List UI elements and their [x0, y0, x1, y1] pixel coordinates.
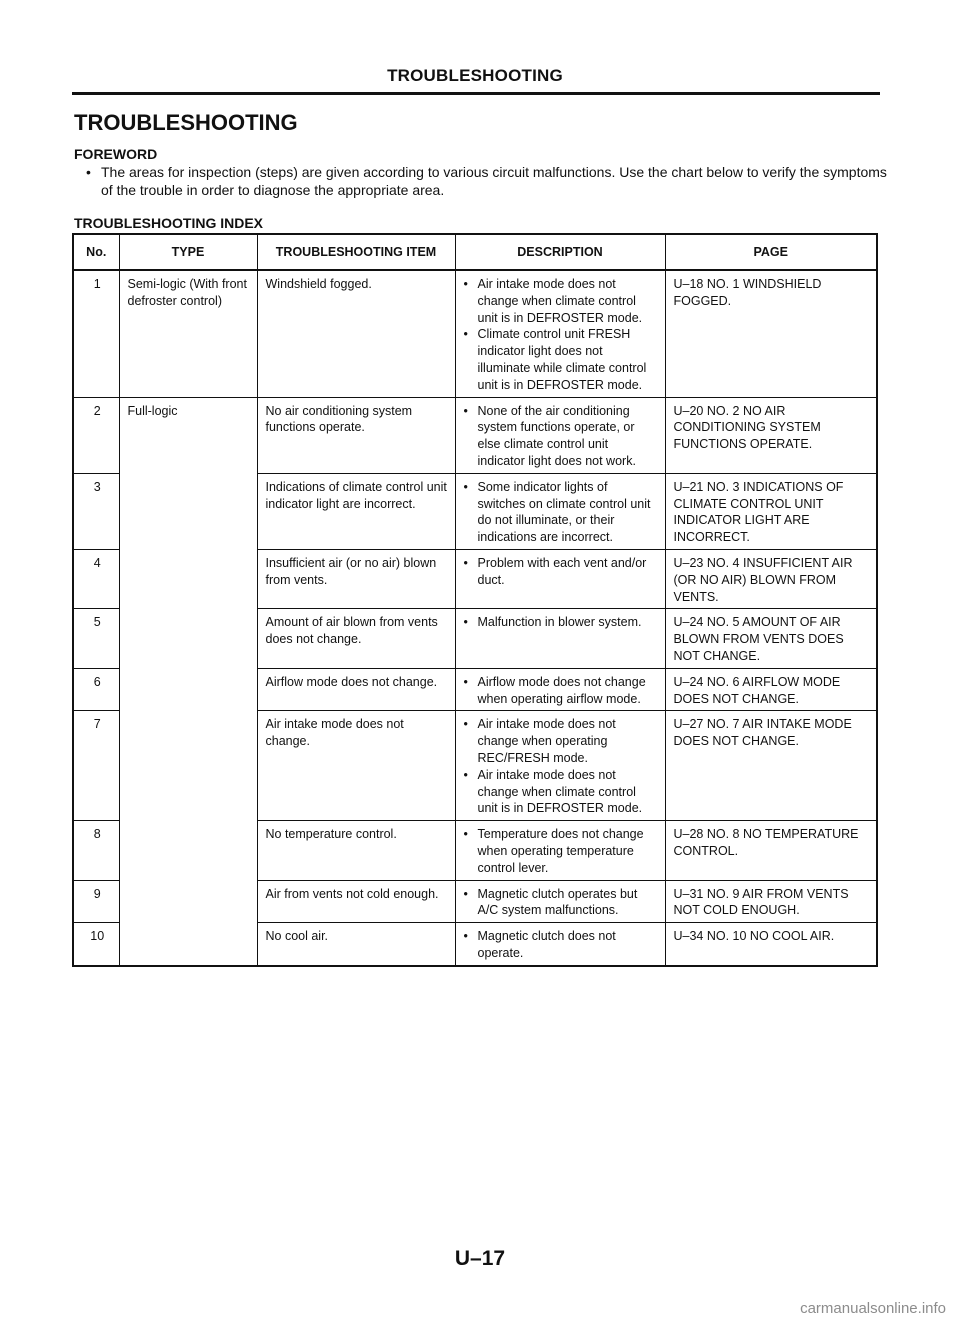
row-number: 5 — [73, 609, 119, 668]
bullet-icon: • — [463, 615, 468, 630]
description-bullet-item — [464, 614, 659, 631]
description-bullet-item — [464, 928, 659, 962]
bullet-icon: • — [463, 327, 468, 342]
row-description — [455, 668, 665, 711]
row-troubleshooting-item: Amount of air blown from vents does not change. — [257, 609, 455, 668]
row-number: 10 — [73, 923, 119, 966]
description-text: Air intake mode does not change when climate control unit is in DEFROSTER mode. — [477, 767, 643, 816]
bullet-icon: • — [463, 929, 468, 944]
column-header-item: TROUBLESHOOTING ITEM — [257, 234, 455, 270]
row-troubleshooting-item: Air intake mode does not change. — [257, 711, 455, 821]
column-header-no: No. — [73, 234, 119, 270]
description-list — [464, 276, 659, 394]
bullet-icon: • — [463, 717, 468, 732]
row-page-reference: U–20 NO. 2 NO AIR CONDITIONING SYSTEM FUNCTIONS OPERATE. — [665, 397, 877, 473]
table-body — [73, 270, 877, 966]
index-heading: TROUBLESHOOTING INDEX — [74, 215, 264, 231]
row-number: 9 — [73, 880, 119, 923]
description-bullet-item — [464, 276, 659, 326]
row-description — [455, 473, 665, 549]
row-page-reference: U–23 NO. 4 INSUFFICIENT AIR (OR NO AIR) BLOWN FROM VENTS. — [665, 549, 877, 608]
description-text: Magnetic clutch does not operate. — [477, 929, 616, 960]
description-list — [464, 555, 659, 589]
page-title: TROUBLESHOOTING — [74, 110, 298, 135]
row-type: Full-logic — [119, 397, 257, 966]
description-text: Malfunction in blower system. — [477, 615, 642, 630]
column-header-page: PAGE — [665, 234, 877, 270]
row-description — [455, 923, 665, 966]
bullet-icon: • — [463, 886, 468, 901]
header-rule — [72, 92, 880, 95]
row-page-reference: U–21 NO. 3 INDICATIONS OF CLIMATE CONTROL UNIT INDICATOR LIGHT ARE INCORRECT. — [665, 473, 877, 549]
row-number: 8 — [73, 821, 119, 880]
row-page-reference: U–24 NO. 5 AMOUNT OF AIR BLOWN FROM VENTS DOES NOT CHANGE. — [665, 609, 877, 668]
description-list — [464, 886, 659, 920]
description-bullet-item — [464, 326, 659, 393]
row-troubleshooting-item: No cool air. — [257, 923, 455, 966]
row-troubleshooting-item: Indications of climate control unit indicator light are incorrect. — [257, 473, 455, 549]
row-page-reference: U–24 NO. 6 AIRFLOW MODE DOES NOT CHANGE. — [665, 668, 877, 711]
description-text: Some indicator lights of switches on climate control unit do not illuminate, or their indications are incorrect. — [477, 479, 651, 545]
row-troubleshooting-item: No temperature control. — [257, 821, 455, 880]
description-text: None of the air conditioning system functions operate, or else climate control unit indicator light does not work. — [477, 403, 636, 468]
watermark: carmanualsonline.info — [800, 1300, 946, 1317]
description-list — [464, 674, 659, 708]
row-troubleshooting-item: Airflow mode does not change. — [257, 668, 455, 711]
row-page-reference: U–28 NO. 8 NO TEMPERATURE CONTROL. — [665, 821, 877, 880]
description-bullet-item — [464, 886, 659, 920]
row-description — [455, 609, 665, 668]
foreword-heading: FOREWORD — [74, 146, 158, 162]
description-bullet-item — [464, 826, 659, 876]
row-number: 1 — [73, 270, 119, 397]
row-description — [455, 549, 665, 608]
row-page-reference: U–27 NO. 7 AIR INTAKE MODE DOES NOT CHANGE. — [665, 711, 877, 821]
description-text: Air intake mode does not change when climate control unit is in DEFROSTER mode. — [477, 277, 643, 325]
row-number: 7 — [73, 711, 119, 821]
running-header: TROUBLESHOOTING — [387, 66, 563, 85]
description-bullet-item — [464, 555, 659, 589]
column-header-description: DESCRIPTION — [455, 234, 665, 270]
page-number: U–17 — [454, 1247, 506, 1270]
bullet-icon: • — [463, 403, 468, 418]
description-text: Air intake mode does not change when operating REC/FRESH mode. — [477, 717, 616, 765]
bullet-icon: • — [463, 555, 468, 570]
row-type: Semi-logic (With front defroster control) — [119, 270, 257, 397]
description-bullet-item — [464, 716, 659, 766]
row-description — [455, 711, 665, 821]
row-troubleshooting-item: Air from vents not cold enough. — [257, 880, 455, 923]
description-list — [464, 826, 659, 876]
description-text: Magnetic clutch operates but A/C system malfunctions. — [477, 886, 638, 918]
row-page-reference: U–18 NO. 1 WINDSHIELD FOGGED. — [665, 270, 877, 397]
description-text: Temperature does not change when operating temperature control lever. — [477, 827, 644, 875]
row-number: 2 — [73, 397, 119, 473]
description-bullet-item — [464, 767, 659, 817]
bullet-icon: • — [463, 767, 468, 782]
row-description — [455, 397, 665, 473]
description-list — [464, 403, 659, 470]
foreword-bullet-item — [86, 163, 891, 199]
description-text: Airflow mode does not change when operating airflow mode. — [477, 674, 646, 706]
bullet-icon: • — [463, 479, 468, 494]
row-troubleshooting-item: Insufficient air (or no air) blown from vents. — [257, 549, 455, 608]
row-number: 4 — [73, 549, 119, 608]
troubleshooting-index-table — [72, 233, 878, 967]
row-description — [455, 821, 665, 880]
table-row — [73, 270, 877, 397]
description-list — [464, 716, 659, 817]
row-number: 6 — [73, 668, 119, 711]
description-text: Climate control unit FRESH indicator light does not illuminate while climate control unit is in DEFROSTER mode. — [477, 327, 647, 392]
row-number: 3 — [73, 473, 119, 549]
description-list — [464, 614, 659, 631]
bullet-icon: • — [463, 277, 468, 291]
row-troubleshooting-item: No air conditioning system functions operate. — [257, 397, 455, 473]
row-description — [455, 270, 665, 397]
description-text: Problem with each vent and/or duct. — [477, 555, 647, 587]
row-page-reference: U–31 NO. 9 AIR FROM VENTS NOT COLD ENOUGH. — [665, 880, 877, 923]
table-header-row — [73, 234, 877, 270]
description-list — [464, 928, 659, 962]
foreword-text: The areas for inspection (steps) are given according to various circuit malfunctions. Use the chart below to verify the symptoms of the trouble in order to diagnose the appropriate area. — [101, 164, 887, 198]
bullet-icon: • — [463, 827, 468, 842]
row-page-reference: U–34 NO. 10 NO COOL AIR. — [665, 923, 877, 966]
bullet-icon: • — [86, 164, 91, 180]
row-description — [455, 880, 665, 923]
description-bullet-item — [464, 403, 659, 470]
description-bullet-item — [464, 674, 659, 708]
bullet-icon: • — [463, 674, 468, 689]
row-troubleshooting-item: Windshield fogged. — [257, 270, 455, 397]
table-row — [73, 397, 877, 473]
description-list — [464, 479, 659, 546]
description-bullet-item — [464, 479, 659, 546]
column-header-type: TYPE — [119, 234, 257, 270]
